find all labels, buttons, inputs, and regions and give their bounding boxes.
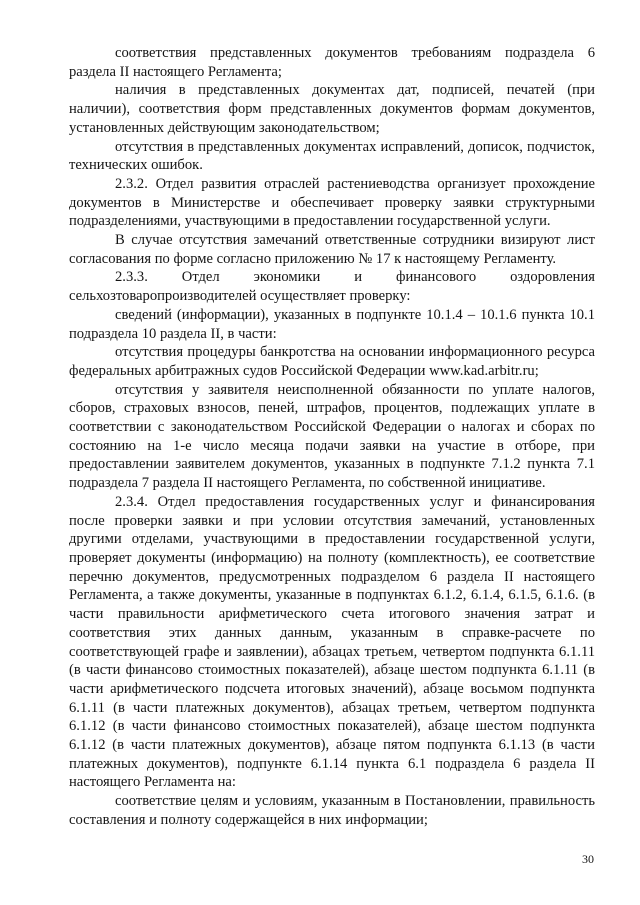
paragraph: 2.3.3. Отдел экономики и финансового оздоровления сельхозтоваропроизводителей осуществляет проверку: xyxy=(69,269,595,305)
page-number: 30 xyxy=(582,852,594,866)
paragraph: соответствия представленных документов требованиям подраздела 6 раздела II настоящего Регламента; xyxy=(69,45,595,80)
paragraph: наличия в представленных документах дат, подписей, печатей (при наличии), соответствия форм представленных документов формам документов, установленных действующим законодательством; xyxy=(69,82,595,136)
paragraph: сведений (информации), указанных в подпункте 10.1.4 – 10.1.6 пункта 10.1 подраздела 10 раздела II, в части: xyxy=(69,306,595,342)
paragraph: соответствие целям и условиям, указанным в Постановлении, правильность составления и полноту содержащейся в них информации; xyxy=(69,793,595,828)
paragraph: отсутствия у заявителя неисполненной обязанности по уплате налогов, сборов, страховых взносов, пеней, штрафов, процентов, подлежащих уплате в соответствии с законодательством Российской Федерации о налогах и сборах по состоянию на 1-е число месяца подачи заявки на участие в отборе, при предоставлении заявителем документов, указанных в подпункте 7.1.2 пункта 7.1 подраздела 7 раздела II настоящего Регламента, по собственной инициативе. xyxy=(69,381,595,492)
paragraph: отсутствия процедуры банкротства на основании информационного ресурса федеральных арбитражных судов Российской Федерации www.kad.arbitr.ru; xyxy=(69,344,595,379)
paragraph: 2.3.2. Отдел развития отраслей растениеводства организует прохождение документов в Министерстве и обеспечивает проверку заявки структурными подразделениями, участвующими в предоставлении государственной услуги. xyxy=(69,175,595,230)
body-text xyxy=(69,44,595,830)
paragraph: В случае отсутствия замечаний ответственные сотрудники визируют лист согласования по форме согласно приложению № 17 к настоящему Регламенту. xyxy=(69,232,595,267)
paragraph: 2.3.4. Отдел предоставления государственных услуг и финансирования после проверки заявки и при условии отсутствия замечаний, установленных другими отделами, участвующими в предоставлении государственной услуги, проверяет документы (информацию) на полноту (комплектность), ее соответствие перечню документов, предусмотренных подразделом 6 раздела II настоящего Регламента, а также документы, указанные в подпунктах 6.1.2, 6.1.4, 6.1.5, 6.1.6. (в части правильности арифметического счета итогового значения затрат и соответствия этих данных данным, указанным в справке-расчете по соответствующей графе и заявлении), абзацах третьем, четвертом подпункта 6.1.11 (в части финансово стоимостных показателей), абзаце шестом подпункта 6.1.11 (в части арифметического подсчета итоговых значений), абзаце восьмом подпункта 6.1.11 (в части платежных документов), абзацах третьем, четвертом подпункта 6.1.12 (в части финансово стоимостных показателей), абзаце шестом подпункта 6.1.12 (в части платежных документов), абзаце пятом подпункта 6.1.13 (в части платежных документов), подпункте 6.1.14 пункта 6.1 подраздела 6 раздела II настоящего Регламента на: xyxy=(69,493,595,791)
paragraph: отсутствия в представленных документах исправлений, дописок, подчисток, технических ошибок. xyxy=(69,138,595,174)
